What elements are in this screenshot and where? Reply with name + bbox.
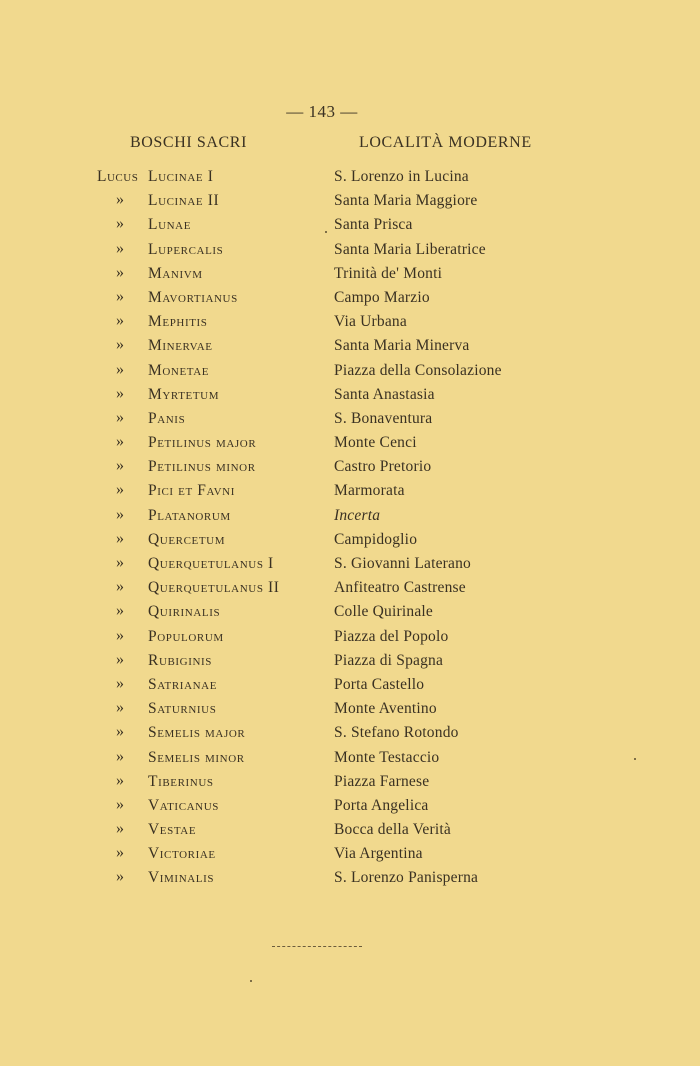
- list-item: [0, 867, 700, 891]
- grove-name: Petilinus major: [148, 434, 257, 452]
- grove-name: Quercetum: [148, 530, 226, 548]
- modern-location: S. Lorenzo in Lucina: [334, 168, 469, 185]
- ditto-mark: »: [116, 674, 124, 692]
- list-item: [0, 698, 700, 722]
- ditto-mark: »: [116, 868, 124, 886]
- list-item: [0, 287, 700, 311]
- ditto-mark: »: [116, 626, 124, 644]
- list-item: [0, 601, 700, 625]
- ditto-mark: »: [116, 287, 124, 305]
- modern-location: Via Argentina: [334, 845, 423, 863]
- grove-name: Semelis minor: [148, 748, 245, 766]
- grove-name: Manivm: [148, 264, 203, 282]
- modern-location: S. Stefano Rotondo: [334, 724, 459, 742]
- list-item: [0, 795, 700, 819]
- ditto-mark: »: [116, 505, 124, 523]
- list-item: [0, 722, 700, 746]
- modern-location: Monte Testaccio: [334, 748, 440, 766]
- ditto-mark: »: [116, 795, 124, 813]
- modern-location: Incerta: [334, 506, 381, 524]
- grove-name: Mavortianus: [148, 288, 238, 306]
- modern-location: S. Giovanni Laterano: [334, 555, 472, 572]
- ditto-mark: »: [116, 215, 124, 233]
- list-item: [0, 674, 700, 698]
- modern-location: Piazza Farnese: [334, 772, 430, 790]
- modern-location: Piazza del Popolo: [334, 627, 449, 645]
- grove-name: Myrtetum: [148, 385, 220, 403]
- grove-name: Quirinalis: [148, 603, 221, 621]
- ditto-mark: »: [116, 723, 124, 741]
- grove-name: Vestae: [148, 821, 197, 839]
- modern-location: Monte Aventino: [334, 700, 437, 718]
- ditto-mark: »: [116, 191, 124, 209]
- column-header-localita-moderne: LOCALITÀ MODERNE: [359, 134, 532, 151]
- ditto-mark: »: [116, 384, 124, 402]
- print-speck: [634, 758, 636, 760]
- modern-location: Via Urbana: [334, 313, 407, 331]
- ditto-mark: »: [116, 263, 124, 281]
- closing-rule: [272, 946, 362, 947]
- list-item: [0, 747, 700, 771]
- print-speck: [250, 980, 252, 982]
- ditto-mark: »: [116, 529, 124, 547]
- list-item: [0, 505, 700, 529]
- modern-location: Campidoglio: [334, 530, 418, 548]
- modern-location: Bocca della Verità: [334, 821, 451, 839]
- grove-name: Mephitis: [148, 313, 208, 331]
- modern-location: Santa Maria Minerva: [334, 337, 470, 355]
- grove-name: Querquetulanus II: [148, 579, 280, 597]
- grove-name: Monetae: [148, 361, 210, 379]
- grove-name: Lucinae I: [148, 168, 214, 185]
- ditto-mark: »: [116, 747, 124, 765]
- list-item: [0, 577, 700, 601]
- grove-name: Victoriae: [148, 845, 216, 863]
- ditto-mark: »: [116, 699, 124, 717]
- modern-location: Castro Pretorio: [334, 458, 432, 476]
- modern-location: Porta Castello: [334, 675, 425, 693]
- ditto-mark: »: [116, 239, 124, 257]
- list-item: [0, 384, 700, 408]
- list-item: [0, 214, 700, 238]
- ditto-mark: »: [116, 650, 124, 668]
- list-item: [0, 432, 700, 456]
- grove-name: Tiberinus: [148, 772, 214, 790]
- ditto-mark: »: [116, 408, 124, 426]
- ditto-mark: »: [116, 771, 124, 789]
- modern-location: Santa Anastasia: [334, 385, 435, 403]
- grove-name: Pici et Favni: [148, 482, 235, 500]
- modern-location: Anfiteatro Castrense: [334, 579, 466, 597]
- list-item: [0, 553, 700, 577]
- modern-location: Santa Prisca: [334, 216, 413, 234]
- list-item: [0, 819, 700, 843]
- grove-name: Satrianae: [148, 675, 218, 693]
- list-item: [0, 650, 700, 674]
- entries-list: [0, 166, 700, 892]
- list-item: [0, 626, 700, 650]
- ditto-mark: »: [116, 312, 124, 330]
- list-item: [0, 311, 700, 335]
- modern-location: Porta Angelica: [334, 796, 429, 814]
- modern-location: S. Lorenzo Panisperna: [334, 869, 479, 887]
- modern-location: Piazza della Consolazione: [334, 361, 502, 379]
- ditto-mark: »: [116, 481, 124, 499]
- ditto-mark: »: [116, 602, 124, 620]
- grove-name: Lupercalis: [148, 240, 224, 258]
- grove-name: Platanorum: [148, 506, 231, 524]
- modern-location: Santa Maria Maggiore: [334, 192, 478, 210]
- list-item: [0, 360, 700, 384]
- modern-location: Colle Quirinale: [334, 603, 433, 621]
- list-item: [0, 190, 700, 214]
- list-item: [0, 843, 700, 867]
- list-item: [0, 335, 700, 359]
- list-item: [0, 480, 700, 504]
- list-item: [0, 529, 700, 553]
- modern-location: Piazza di Spagna: [334, 651, 444, 669]
- grove-name: Populorum: [148, 627, 224, 645]
- ditto-mark: »: [116, 844, 124, 862]
- grove-name: Rubiginis: [148, 651, 213, 669]
- lead-word: Lucus: [97, 168, 139, 185]
- modern-location: Trinità de' Monti: [334, 264, 443, 282]
- modern-location: Monte Cenci: [334, 434, 417, 452]
- ditto-mark: »: [116, 360, 124, 378]
- ditto-mark: »: [116, 820, 124, 838]
- grove-name: Semelis major: [148, 724, 246, 742]
- grove-name: Minervae: [148, 337, 213, 355]
- list-item: [0, 408, 700, 432]
- list-item: [0, 456, 700, 480]
- ditto-mark: »: [116, 578, 124, 596]
- ditto-mark: »: [116, 457, 124, 475]
- modern-location: Campo Marzio: [334, 288, 430, 306]
- grove-name: Saturnius: [148, 700, 217, 718]
- grove-name: Lucinae II: [148, 192, 220, 210]
- grove-name: Petilinus minor: [148, 458, 256, 476]
- ditto-mark: »: [116, 336, 124, 354]
- list-item: [0, 239, 700, 263]
- list-item: [0, 771, 700, 795]
- modern-location: Marmorata: [334, 482, 405, 500]
- print-speck: [325, 231, 327, 233]
- grove-name: Vaticanus: [148, 796, 219, 814]
- column-header-boschi-sacri: BOSCHI SACRI: [130, 134, 248, 151]
- grove-name: Lunae: [148, 216, 192, 234]
- grove-name: Viminalis: [148, 869, 215, 887]
- list-item: [0, 166, 700, 190]
- grove-name: Querquetulanus I: [148, 555, 274, 572]
- ditto-mark: »: [116, 554, 124, 571]
- page-number: — 143 —: [286, 102, 358, 121]
- list-item: [0, 263, 700, 287]
- modern-location: S. Bonaventura: [334, 409, 433, 427]
- ditto-mark: »: [116, 433, 124, 451]
- modern-location: Santa Maria Liberatrice: [334, 240, 486, 258]
- grove-name: Panis: [148, 409, 186, 427]
